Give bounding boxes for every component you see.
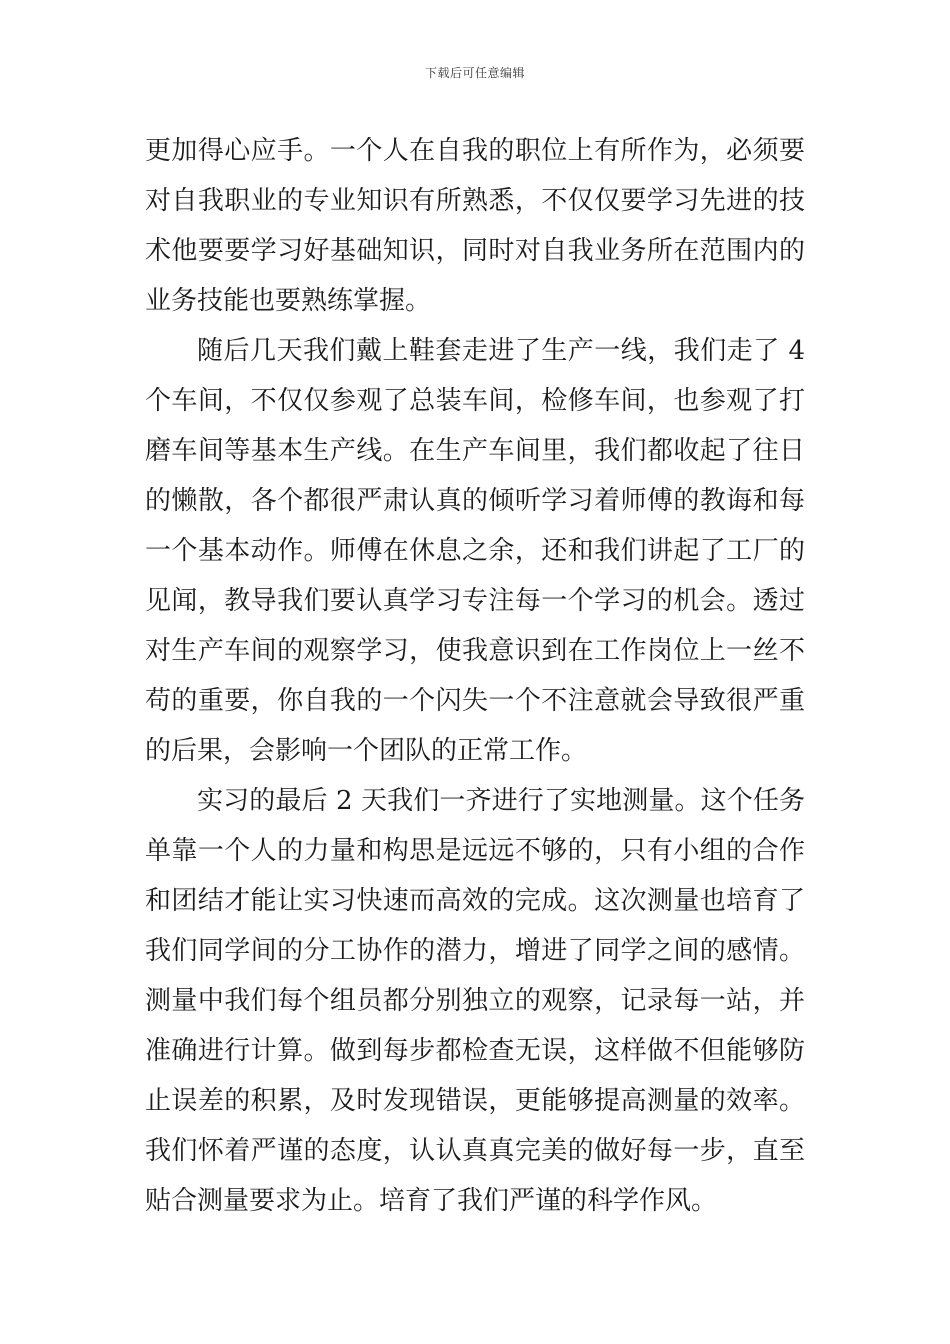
paragraph-1: 更加得心应手。一个人在自我的职位上有所作为，必须要对自我职业的专业知识有所熟悉，不仅仅要学习先进的技术他要要学习好基础知识，同时对自我业务所在范围内的业务技能也要熟练掌握。	[145, 136, 805, 316]
header-note: 下载后可任意编辑	[424, 66, 525, 80]
paragraph-3: 实习的最后 2 天我们一齐进行了实地测量。这个任务单靠一个人的力量和构思是远远不够的，只有小组的合作和团结才能让实习快速而高效的完成。这次测量也培育了我们同学间的分工协作的潜力，增进了同学之间的感情。测量中我们每个组员都分别独立的观察，记录每一站，并准确进行计算。做到每步都检查无误，这样做不但能够防止误差的积累，及时发现错误，更能够提高测量的效率。我们怀着严谨的态度，认认真真完美的做好每一步，直至贴合测量要求为止。培育了我们严谨的科学作风。	[145, 786, 805, 1216]
body-text	[145, 126, 805, 1226]
paragraph-2: 随后几天我们戴上鞋套走进了生产一线，我们走了 4 个车间，不仅仅参观了总装车间，检修车间，也参观了打磨车间等基本生产线。在生产车间里，我们都收起了往日的懒散，各个都很严肃认真的倾听学习着师傅的教诲和每一个基本动作。师傅在休息之余，还和我们讲起了工厂的见闻，教导我们要认真学习专注每一个学习的机会。透过对生产车间的观察学习，使我意识到在工作岗位上一丝不苟的重要，你自我的一个闪失一个不注意就会导致很严重的后果，会影响一个团队的正常工作。	[145, 336, 805, 766]
